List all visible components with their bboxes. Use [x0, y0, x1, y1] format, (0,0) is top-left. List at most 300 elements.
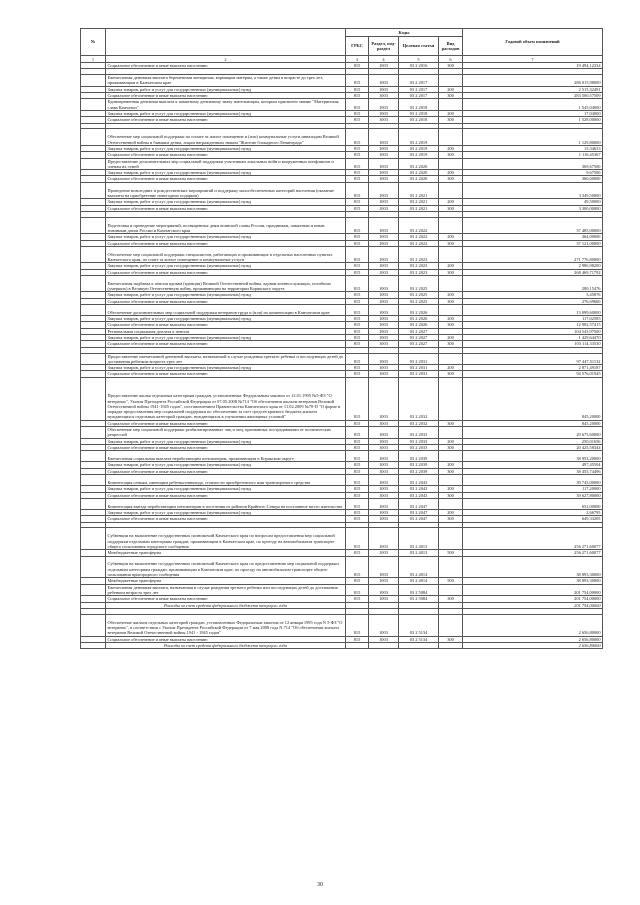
cell-expense-type [439, 556, 463, 578]
cell-grbs: 815 [346, 578, 369, 584]
table-row [81, 556, 603, 578]
cell-amount: 2,66795 [463, 509, 603, 515]
cell-expense-type: 200 [439, 263, 463, 269]
cell-expense-type: 200 [439, 110, 463, 116]
cell-razdel: 1003 [369, 498, 399, 509]
cell-target-article: 03 2 5134 [399, 614, 439, 636]
cell-target-article: 03 2 2017 [399, 93, 439, 99]
cell-razdel: 1003 [369, 93, 399, 99]
cell-name: Ежемесячная социальная выплата неработающим пенсионерам, проживающим в Корякском округе [106, 451, 346, 462]
cell-name: Закупка товаров, работ и услуг для государственных (муниципальных) нужд [106, 263, 346, 269]
cell-number [81, 427, 106, 439]
cell-razdel: 1003 [369, 176, 399, 182]
cell-grbs: 815 [346, 246, 369, 263]
cell-name: Расходы за счет средств федерального бюджета текущего года [106, 602, 346, 608]
cell-grbs: 815 [346, 438, 369, 444]
cell-amount: 1 129,80000 [463, 129, 603, 146]
cell-grbs: 815 [346, 371, 369, 377]
table-row [81, 99, 603, 111]
cell-name: Проведение новогодних и рождественских мероприятий и поддержку малообеспеченных категорий населения (оказание выплаты на приобретение новогодних подарков) [106, 182, 346, 199]
cell-amount: 2 986,98200 [463, 263, 603, 269]
cell-razdel: 1003 [369, 377, 399, 420]
cell-target-article: 03 2 2027 [399, 328, 439, 334]
cell-grbs: 815 [346, 145, 369, 151]
cell-target-article: 03 2 2017 [399, 75, 439, 87]
cell-target-article: 03 2 2026 [399, 305, 439, 316]
cell-name: Компенсация выезда неработающим пенсионерам в поселения из районов Крайнего Севера на постоянное место жительства [106, 498, 346, 509]
cell-grbs: 815 [346, 158, 369, 170]
cell-amount: 13 099,60000 [463, 305, 603, 316]
cell-amount: 1 545,04000 [463, 99, 603, 111]
cell-grbs: 815 [346, 335, 369, 341]
cell-number [81, 305, 106, 316]
cell-name: Закупка товаров, работ и услуг для государственных (муниципальных) нужд [106, 462, 346, 468]
cell-name: Социальное обеспечение и иные выплаты населению [106, 298, 346, 304]
cell-amount: 360,00000 [463, 176, 603, 182]
cell-expense-type: 300 [439, 636, 463, 642]
cell-amount: 369,67500 [463, 158, 603, 170]
cell-name: Социальное обеспечение и иные выплаты населению [106, 596, 346, 602]
cell-grbs: 815 [346, 275, 369, 292]
cell-name: Межбюджетные трансферты [106, 578, 346, 584]
cell-target-article: 03 2 2025 [399, 298, 439, 304]
cell-name: Социальное обеспечение и иные выплаты населению [106, 341, 346, 347]
cell-razdel: 1003 [369, 420, 399, 426]
cell-amount: 201 754,00000 [463, 596, 603, 602]
cell-amount: 2 656,80000 [463, 642, 603, 648]
cell-grbs: 815 [346, 353, 369, 365]
cell-number [81, 556, 106, 578]
cell-amount: 649,33205 [463, 516, 603, 522]
cell-amount: 97 447,51132 [463, 353, 603, 365]
cell-target-article: 03 2 2023 [399, 269, 439, 275]
cell-name: Межбюджетные трансферты [106, 550, 346, 556]
cell-name: Социальное обеспечение и иные выплаты населению [106, 420, 346, 426]
table-row [81, 158, 603, 170]
cell-amount: 17,04000 [463, 110, 603, 116]
cell-target-article: 03 2 4013 [399, 528, 439, 550]
table-row [81, 451, 603, 462]
cell-expense-type [439, 427, 463, 439]
budget-sheet [80, 28, 602, 649]
cell-grbs: 815 [346, 182, 369, 199]
cell-target-article: 03 2 2047 [399, 509, 439, 515]
cell-amount: 2 656,80000 [463, 614, 603, 636]
table-row [81, 584, 603, 596]
cell-razdel: 1003 [369, 63, 399, 69]
cell-expense-type: 300 [439, 176, 463, 182]
cell-razdel: 1003 [369, 614, 399, 636]
table-row [81, 353, 603, 365]
cell-grbs: 815 [346, 205, 369, 211]
cell-grbs: 815 [346, 528, 369, 550]
cell-grbs: 815 [346, 498, 369, 509]
cell-grbs: 815 [346, 292, 369, 298]
cell-target-article: 03 2 2032 [399, 420, 439, 426]
cell-amount: 49,50000 [463, 199, 603, 205]
cell-name: Социальное обеспечение и иные выплаты населению [106, 63, 346, 69]
cell-grbs: 815 [346, 240, 369, 246]
cell-razdel: 1003 [369, 516, 399, 522]
cell-expense-type: 300 [439, 444, 463, 450]
cell-amount: 103 114,33530 [463, 341, 603, 347]
cell-name: Закупка товаров, работ и услуг для государственных (муниципальных) нужд [106, 438, 346, 444]
cell-amount: 845,20000 [463, 377, 603, 420]
cell-grbs: 815 [346, 269, 369, 275]
cell-razdel: 1003 [369, 556, 399, 578]
cell-amount: 1 528,00000 [463, 117, 603, 123]
cell-amount: 250,01656 [463, 438, 603, 444]
cell-grbs: 815 [346, 486, 369, 492]
cell-name: Обеспечение мер социальной поддержки по оплате за жилое помещение и (или) коммунальные услуги инвалидам Великой Отечественной войны и бывшим детям, лицам награжденным знаком "Жителю блокадного Ленинграда" [106, 129, 346, 146]
cell-amount: 286 015,98000 [463, 75, 603, 87]
cell-amount: 3,45876 [463, 292, 603, 298]
cell-target-article: 03 2 2033 [399, 438, 439, 444]
cell-target-article: 03 2 2022 [399, 217, 439, 234]
cell-target-article: 03 2 5084 [399, 584, 439, 596]
cell-expense-type [439, 451, 463, 462]
cell-razdel: 1003 [369, 468, 399, 474]
cell-expense-type: 500 [439, 578, 463, 584]
cell-grbs: 815 [346, 420, 369, 426]
cell-name: Ежемесячная надбавка к пенсии вдовам (вдовцам) Великой Отечественной войны, вдовам военнослужащих, погибших (умерших) в Великую Отечественную войну, проживающим на территории Корякского округа [106, 275, 346, 292]
cell-target-article: 03 2 2039 [399, 451, 439, 462]
cell-expense-type: 500 [439, 550, 463, 556]
cell-expense-type: 300 [439, 117, 463, 123]
cell-target-article: 03 2 2026 [399, 322, 439, 328]
col-num-2: 2 [106, 56, 346, 63]
cell-name: Социальное обеспечение и иные выплаты населению [106, 176, 346, 182]
cell-name: Субвенции на выполнение государственных полномочий Камчатского края по вопросам предоставления мер социальной поддержки отдельным категориям граждан, проживающим в Камчатском крае, по проезду на автомобильном транспорте общего пользования городского сообщения [106, 528, 346, 550]
cell-grbs: 815 [346, 93, 369, 99]
cell-razdel [369, 642, 399, 648]
cell-grbs: 815 [346, 341, 369, 347]
cell-amount: 13,34633 [463, 145, 603, 151]
cell-name: Субвенции на выполнение государственных полномочий Камчатского края по предоставлению мер социальной поддержки отдельным категориям граждан, проживающим в Камчатском крае, по проезду на автомобильном транспорте общего пользования пригородного сообщения [106, 556, 346, 578]
cell-target-article: 03 2 2027 [399, 341, 439, 347]
cell-target-article: 03 2 2023 [399, 246, 439, 263]
cell-amount: 3 349,50000 [463, 182, 603, 199]
cell-grbs: 815 [346, 298, 369, 304]
cell-amount: 94 576,01945 [463, 371, 603, 377]
cell-name: Подготовка и проведение мероприятий, посвященных дням воинской славы России, праздникам, памятным и иным значимым датам России и Камчатского края [106, 217, 346, 234]
cell-expense-type: 300 [439, 298, 463, 304]
cell-razdel: 1003 [369, 365, 399, 371]
col-num-7: 7 [463, 56, 603, 63]
cell-razdel: 1003 [369, 584, 399, 596]
cell-expense-type: 200 [439, 292, 463, 298]
cell-name: Предоставление жилья отдельным категориям граждан, установленных Федеральным законом от 12.01.1995 №5-ФЗ "О ветеранах", Указом Президента Российской Федерации от 07.05.2008 №714 "Об обеспечении жильем ветеранов Великой Отечественной войны 1941-1945 годов", постановлением Правительства Камчатского края от 11.02.2009 №70-П "О форме и порядке предоставления мер социальной поддержки по обеспечению за счет средств краевого бюджета жильем нуждающихся отдельных категорий граждан, нуждающихся в улучшении жилищных условий" [106, 377, 346, 420]
cell-number [81, 129, 106, 146]
cell-amount: 39 627,80000 [463, 492, 603, 498]
cell-expense-type [439, 642, 463, 648]
cell-razdel: 1003 [369, 636, 399, 642]
cell-razdel: 1003 [369, 205, 399, 211]
cell-name: Социальное обеспечение и иные выплаты населению [106, 371, 346, 377]
cell-expense-type: 300 [439, 93, 463, 99]
cell-name: Социальное обеспечение и иные выплаты населению [106, 516, 346, 522]
cell-amount: 845,20000 [463, 420, 603, 426]
page-number: 30 [317, 882, 323, 888]
cell-number [81, 475, 106, 486]
cell-target-article: 03 2 4014 [399, 556, 439, 578]
cell-target-article: 03 2 2043 [399, 492, 439, 498]
cell-amount: 271 776,80000 [463, 246, 603, 263]
cell-target-article: 03 2 2020 [399, 158, 439, 170]
cell-target-article: 03 2 2043 [399, 486, 439, 492]
cell-razdel: 1003 [369, 427, 399, 439]
cell-name: Закупка товаров, работ и услуг для государственных (муниципальных) нужд [106, 316, 346, 322]
table-body [81, 63, 603, 649]
cell-target-article: 03 2 2031 [399, 365, 439, 371]
cell-name: Социальное обеспечение и иные выплаты населению [106, 269, 346, 275]
table-row [81, 498, 603, 509]
cell-razdel: 1003 [369, 75, 399, 87]
cell-amount: 2 515,32491 [463, 86, 603, 92]
cell-number [81, 217, 106, 234]
cell-name: Ежемесячная денежная выплата, назначаемая в случае рождения третьего ребенка или последующих детей до достижения ребенком возраста трех лет [106, 584, 346, 596]
cell-expense-type [439, 584, 463, 596]
cell-name: Обеспечение жильем отдельных категорий граждан, установленных Федеральным законом от 12 января 1995 года N 5-ФЗ "О ветеранах", в соответствии с Указом Президента Российской Федерации от 7 мая 2008 года N 714 "Об обеспечении жильем ветеранов Великой Отечественной войны 1941 - 1945 годов" [106, 614, 346, 636]
cell-razdel: 1003 [369, 335, 399, 341]
cell-grbs: 815 [346, 377, 369, 420]
cell-grbs: 815 [346, 263, 369, 269]
col-num-3: 3 [346, 56, 369, 63]
header-target-article: Целевая статья [399, 37, 439, 56]
cell-razdel: 1003 [369, 263, 399, 269]
cell-target-article: 03 2 2043 [399, 475, 439, 486]
table-row [81, 129, 603, 146]
cell-number [81, 353, 106, 365]
cell-amount: 20 675,60000 [463, 427, 603, 439]
cell-amount: 280,15476 [463, 275, 603, 292]
cell-target-article: 03 2 2047 [399, 498, 439, 509]
cell-razdel: 1003 [369, 234, 399, 240]
cell-razdel: 1003 [369, 158, 399, 170]
cell-amount: 3 300,00000 [463, 205, 603, 211]
cell-razdel: 1003 [369, 353, 399, 365]
cell-razdel: 1003 [369, 316, 399, 322]
cell-grbs: 815 [346, 556, 369, 578]
table-row [81, 528, 603, 550]
cell-expense-type: 200 [439, 86, 463, 92]
cell-grbs: 815 [346, 451, 369, 462]
header-number: № [81, 29, 106, 56]
cell-razdel: 1003 [369, 86, 399, 92]
cell-name: Социальное обеспечение и иные выплаты населению [106, 93, 346, 99]
cell-amount: 1 116,45367 [463, 152, 603, 158]
cell-name: Региональная социальная доплата к пенсии [106, 328, 346, 334]
budget-table [80, 28, 603, 649]
cell-grbs: 815 [346, 636, 369, 642]
header-codes: Коды [346, 29, 463, 37]
cell-expense-type: 300 [439, 205, 463, 211]
cell-target-article: 03 2 2021 [399, 199, 439, 205]
cell-amount: 652,00000 [463, 498, 603, 509]
cell-razdel: 1003 [369, 444, 399, 450]
cell-name: Социальное обеспечение и иные выплаты населению [106, 468, 346, 474]
cell-razdel: 1003 [369, 217, 399, 234]
cell-grbs: 815 [346, 305, 369, 316]
cell-target-article: 03 2 2019 [399, 145, 439, 151]
cell-expense-type [439, 99, 463, 111]
cell-amount: 39 745,00000 [463, 475, 603, 486]
cell-expense-type: 300 [439, 596, 463, 602]
cell-target-article: 03 2 2039 [399, 468, 439, 474]
cell-razdel: 1003 [369, 550, 399, 556]
cell-name: Социальное обеспечение и иные выплаты населению [106, 205, 346, 211]
cell-name: Единовременная денежная выплата к памятному денежному знаку жительницам, которым присвоено звание "Материнская слава Камчатки" [106, 99, 346, 111]
cell-razdel: 1003 [369, 145, 399, 151]
cell-target-article: 03 2 2016 [399, 63, 439, 69]
cell-expense-type [439, 528, 463, 550]
cell-target-article: 03 2 2018 [399, 110, 439, 116]
header-grbs: ГРБС [346, 37, 369, 56]
cell-razdel: 1003 [369, 275, 399, 292]
cell-razdel: 1003 [369, 528, 399, 550]
cell-amount: 283 500,57509 [463, 93, 603, 99]
cell-expense-type: 200 [439, 462, 463, 468]
cell-name: Закупка товаров, работ и услуг для государственных (муниципальных) нужд [106, 110, 346, 116]
cell-grbs: 815 [346, 328, 369, 334]
cell-grbs: 815 [346, 516, 369, 522]
cell-grbs: 815 [346, 462, 369, 468]
table-row [81, 275, 603, 292]
cell-grbs: 815 [346, 152, 369, 158]
cell-grbs: 815 [346, 217, 369, 234]
cell-target-article: 03 2 4013 [399, 550, 439, 556]
cell-target-article: 03 2 2021 [399, 205, 439, 211]
table-row [81, 305, 603, 316]
cell-amount: 104 543,97500 [463, 328, 603, 334]
cell-razdel: 1003 [369, 509, 399, 515]
cell-expense-type: 300 [439, 63, 463, 69]
cell-expense-type: 200 [439, 486, 463, 492]
cell-name: Закупка товаров, работ и услуг для государственных (муниципальных) нужд [106, 170, 346, 176]
cell-name: Социальное обеспечение и иные выплаты населению [106, 322, 346, 328]
cell-expense-type [439, 246, 463, 263]
cell-grbs: 815 [346, 63, 369, 69]
cell-name: Обеспечение мер социальной поддержки специалистов, работающих и проживающих в отдельных населенных пунктах Камчатского края, по плате за жилое помещение и коммунальные услуги [106, 246, 346, 263]
cell-name: Ежемесячная денежная выплата беременным женщинам, кормящим матерям, а также детям в возрасте до трех лет, проживающим в Камчатском крае [106, 75, 346, 87]
cell-amount: 38 893,30000 [463, 556, 603, 578]
cell-target-article: 03 2 5134 [399, 636, 439, 642]
cell-name: Расходы за счет средств федерального бюджета текущего года [106, 642, 346, 648]
cell-name: Обеспечение мер социальной поддержки реабилитированных лиц и лиц, признанных пострадавшими от политических репрессий [106, 427, 346, 439]
cell-name: Закупка товаров, работ и услуг для государственных (муниципальных) нужд [106, 335, 346, 341]
table-row [81, 614, 603, 636]
cell-amount: 117,20000 [463, 486, 603, 492]
cell-razdel: 1003 [369, 117, 399, 123]
cell-razdel: 1003 [369, 492, 399, 498]
cell-expense-type: 300 [439, 468, 463, 474]
cell-expense-type: 300 [439, 322, 463, 328]
cell-razdel: 1003 [369, 596, 399, 602]
cell-expense-type [439, 377, 463, 420]
cell-target-article: 03 2 2019 [399, 152, 439, 158]
cell-amount: 9,67500 [463, 170, 603, 176]
cell-name: Компенсация семьям, имеющим ребенка-инвалида, стоимости приобретенного ими транспортного средства [106, 475, 346, 486]
cell-amount: 276,69600 [463, 298, 603, 304]
cell-grbs: 815 [346, 550, 369, 556]
cell-number [81, 158, 106, 170]
cell-number [81, 99, 106, 111]
cell-amount: 201 754,00000 [463, 584, 603, 596]
cell-expense-type: 200 [439, 170, 463, 176]
cell-target-article: 03 2 2018 [399, 117, 439, 123]
cell-target-article: 03 2 2023 [399, 263, 439, 269]
header-name [106, 29, 346, 56]
cell-expense-type: 200 [439, 365, 463, 371]
cell-expense-type [439, 498, 463, 509]
cell-grbs [346, 642, 369, 648]
cell-target-article: 03 2 2022 [399, 234, 439, 240]
cell-expense-type: 300 [439, 152, 463, 158]
cell-number [81, 614, 106, 636]
cell-razdel: 1003 [369, 341, 399, 347]
table-row [81, 182, 603, 199]
cell-amount: 38 893,30000 [463, 578, 603, 584]
cell-razdel: 1003 [369, 322, 399, 328]
cell-grbs: 815 [346, 427, 369, 439]
cell-amount: 19 494,12334 [463, 63, 603, 69]
cell-expense-type [439, 275, 463, 292]
cell-name: Закупка товаров, работ и услуг для государственных (муниципальных) нужд [106, 292, 346, 298]
cell-amount: 2 656,80000 [463, 636, 603, 642]
cell-expense-type: 200 [439, 438, 463, 444]
cell-name: Социальное обеспечение и иные выплаты населению [106, 240, 346, 246]
cell-name: Закупка товаров, работ и услуг для государственных (муниципальных) нужд [106, 86, 346, 92]
cell-name: Социальное обеспечение и иные выплаты населению [106, 444, 346, 450]
col-num-1: 1 [81, 56, 106, 63]
cell-target-article: 03 2 2032 [399, 377, 439, 420]
cell-razdel: 1003 [369, 328, 399, 334]
cell-target-article [399, 642, 439, 648]
header-razdel: Раздел, под-раздел [369, 37, 399, 56]
column-numbers-row [81, 56, 603, 63]
cell-expense-type: 300 [439, 341, 463, 347]
cell-number [81, 528, 106, 550]
cell-number [81, 642, 106, 648]
cell-expense-type [439, 129, 463, 146]
cell-grbs: 815 [346, 596, 369, 602]
header-annual-sum: Годовой объем назначений [463, 29, 603, 56]
cell-target-article: 03 2 2022 [399, 240, 439, 246]
cell-razdel: 1003 [369, 182, 399, 199]
cell-target-article: 03 2 2039 [399, 462, 439, 468]
table-row [81, 427, 603, 439]
cell-amount: 20 425,58344 [463, 444, 603, 450]
cell-razdel: 1003 [369, 170, 399, 176]
cell-razdel: 1003 [369, 486, 399, 492]
cell-target-article: 03 2 2047 [399, 516, 439, 522]
cell-name: Закупка товаров, работ и услуг для государственных (муниципальных) нужд [106, 145, 346, 151]
cell-grbs: 815 [346, 509, 369, 515]
cell-amount: 364,00000 [463, 234, 603, 240]
cell-amount: 2 871,49187 [463, 365, 603, 371]
cell-razdel: 1003 [369, 475, 399, 486]
cell-grbs: 815 [346, 199, 369, 205]
header-expense-type: Вид расходов [439, 37, 463, 56]
cell-number [81, 246, 106, 263]
cell-razdel: 1003 [369, 438, 399, 444]
col-num-6: 6 [439, 56, 463, 63]
cell-number [81, 75, 106, 87]
cell-amount: 117,02585 [463, 316, 603, 322]
cell-grbs: 815 [346, 475, 369, 486]
cell-target-article: 03 2 5084 [399, 596, 439, 602]
cell-grbs: 815 [346, 365, 369, 371]
